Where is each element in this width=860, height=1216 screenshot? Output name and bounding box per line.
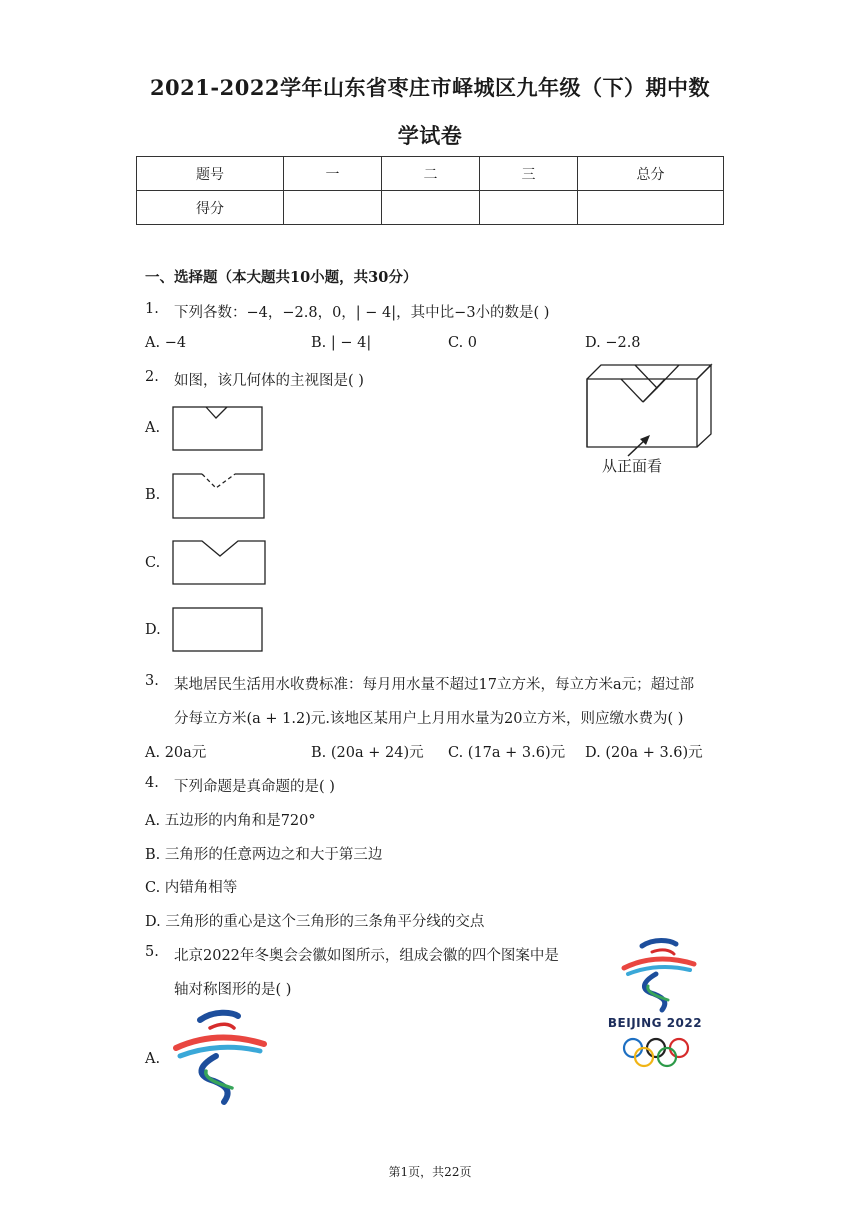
section-heading: 一、选择题（本大题共10小题，共30分） [145, 269, 418, 286]
score-header-cell: 题号 [137, 157, 284, 191]
emblem-option-a-icon [170, 1006, 270, 1106]
score-header-cell: 一 [284, 157, 382, 191]
question-number: 3. [145, 673, 159, 689]
option-a: A. 20a元 [145, 745, 207, 761]
option-d: D. [145, 622, 161, 638]
score-cell [284, 191, 382, 225]
option-a: A. [145, 1051, 161, 1067]
score-cell [382, 191, 480, 225]
option-b: B. | − 4| [311, 335, 372, 351]
figure-caption: 从正面看 [602, 457, 663, 475]
page-title-line2: 学试卷 [397, 123, 463, 148]
score-table-header-row [137, 157, 724, 191]
option-b-figure [172, 472, 266, 520]
option-d: D. 三角形的重心是这个三角形的三条角平分线的交点 [145, 914, 485, 930]
question-text: 下列命题是真命题的是( ) [174, 779, 335, 795]
option-d: D. −2.8 [585, 335, 641, 351]
winter-olympics-emblem-icon [618, 934, 698, 1014]
option-c: C. (17a + 3.6)元 [448, 745, 566, 761]
question-text-line1: 某地居民生活用水收费标准：每月用水量不超过17立方米，每立方米a元；超过部 [174, 677, 695, 693]
option-d-figure [172, 607, 264, 653]
question-text: 下列各数：−4，−2.8，0，| − 4|，其中比−3小的数是( ) [174, 305, 550, 321]
option-a: A. −4 [145, 335, 187, 351]
option-a-figure [172, 406, 264, 452]
option-d: D. (20a + 3.6)元 [585, 745, 703, 761]
score-row-label: 得分 [137, 191, 284, 225]
option-c: C. 0 [448, 335, 478, 351]
option-a: A. 五边形的内角和是720° [145, 813, 316, 829]
option-c: C. [145, 555, 161, 571]
score-table [136, 156, 724, 225]
option-b: B. (20a + 24)元 [311, 745, 424, 761]
score-table-score-row [137, 191, 724, 225]
option-c: C. 内错角相等 [145, 880, 238, 896]
emblem-text: BEIJING 2022 [607, 1016, 703, 1030]
question-number: 2. [145, 369, 159, 385]
option-b: B. 三角形的任意两边之和大于第三边 [145, 847, 383, 863]
page-title-line1: 2021-2022学年山东省枣庄市峄城区九年级（下）期中数 [149, 75, 711, 100]
score-cell [578, 191, 724, 225]
question-number: 1. [145, 301, 159, 317]
option-a: A. [145, 420, 161, 436]
question-text-line1: 北京2022年冬奥会会徽如图所示，组成会徽的四个图案中是 [174, 948, 559, 964]
olympic-rings-icon [622, 1036, 692, 1070]
question-text-line2: 轴对称图形的是( ) [174, 982, 292, 998]
score-header-cell: 总分 [578, 157, 724, 191]
option-c-figure [172, 540, 268, 587]
score-header-cell: 二 [382, 157, 480, 191]
solid-figure [585, 362, 715, 437]
score-header-cell: 三 [480, 157, 578, 191]
score-cell [480, 191, 578, 225]
question-text: 如图，该几何体的主视图是( ) [174, 373, 364, 389]
question-number: 5. [145, 944, 159, 960]
page-footer: 第1页，共22页 [388, 1165, 472, 1179]
question-text-line2: 分每立方米(a + 1.2)元.该地区某用户上月用水量为20立方米，则应缴水费为( ) [174, 711, 684, 727]
option-b: B. [145, 487, 161, 503]
question-number: 4. [145, 775, 159, 791]
